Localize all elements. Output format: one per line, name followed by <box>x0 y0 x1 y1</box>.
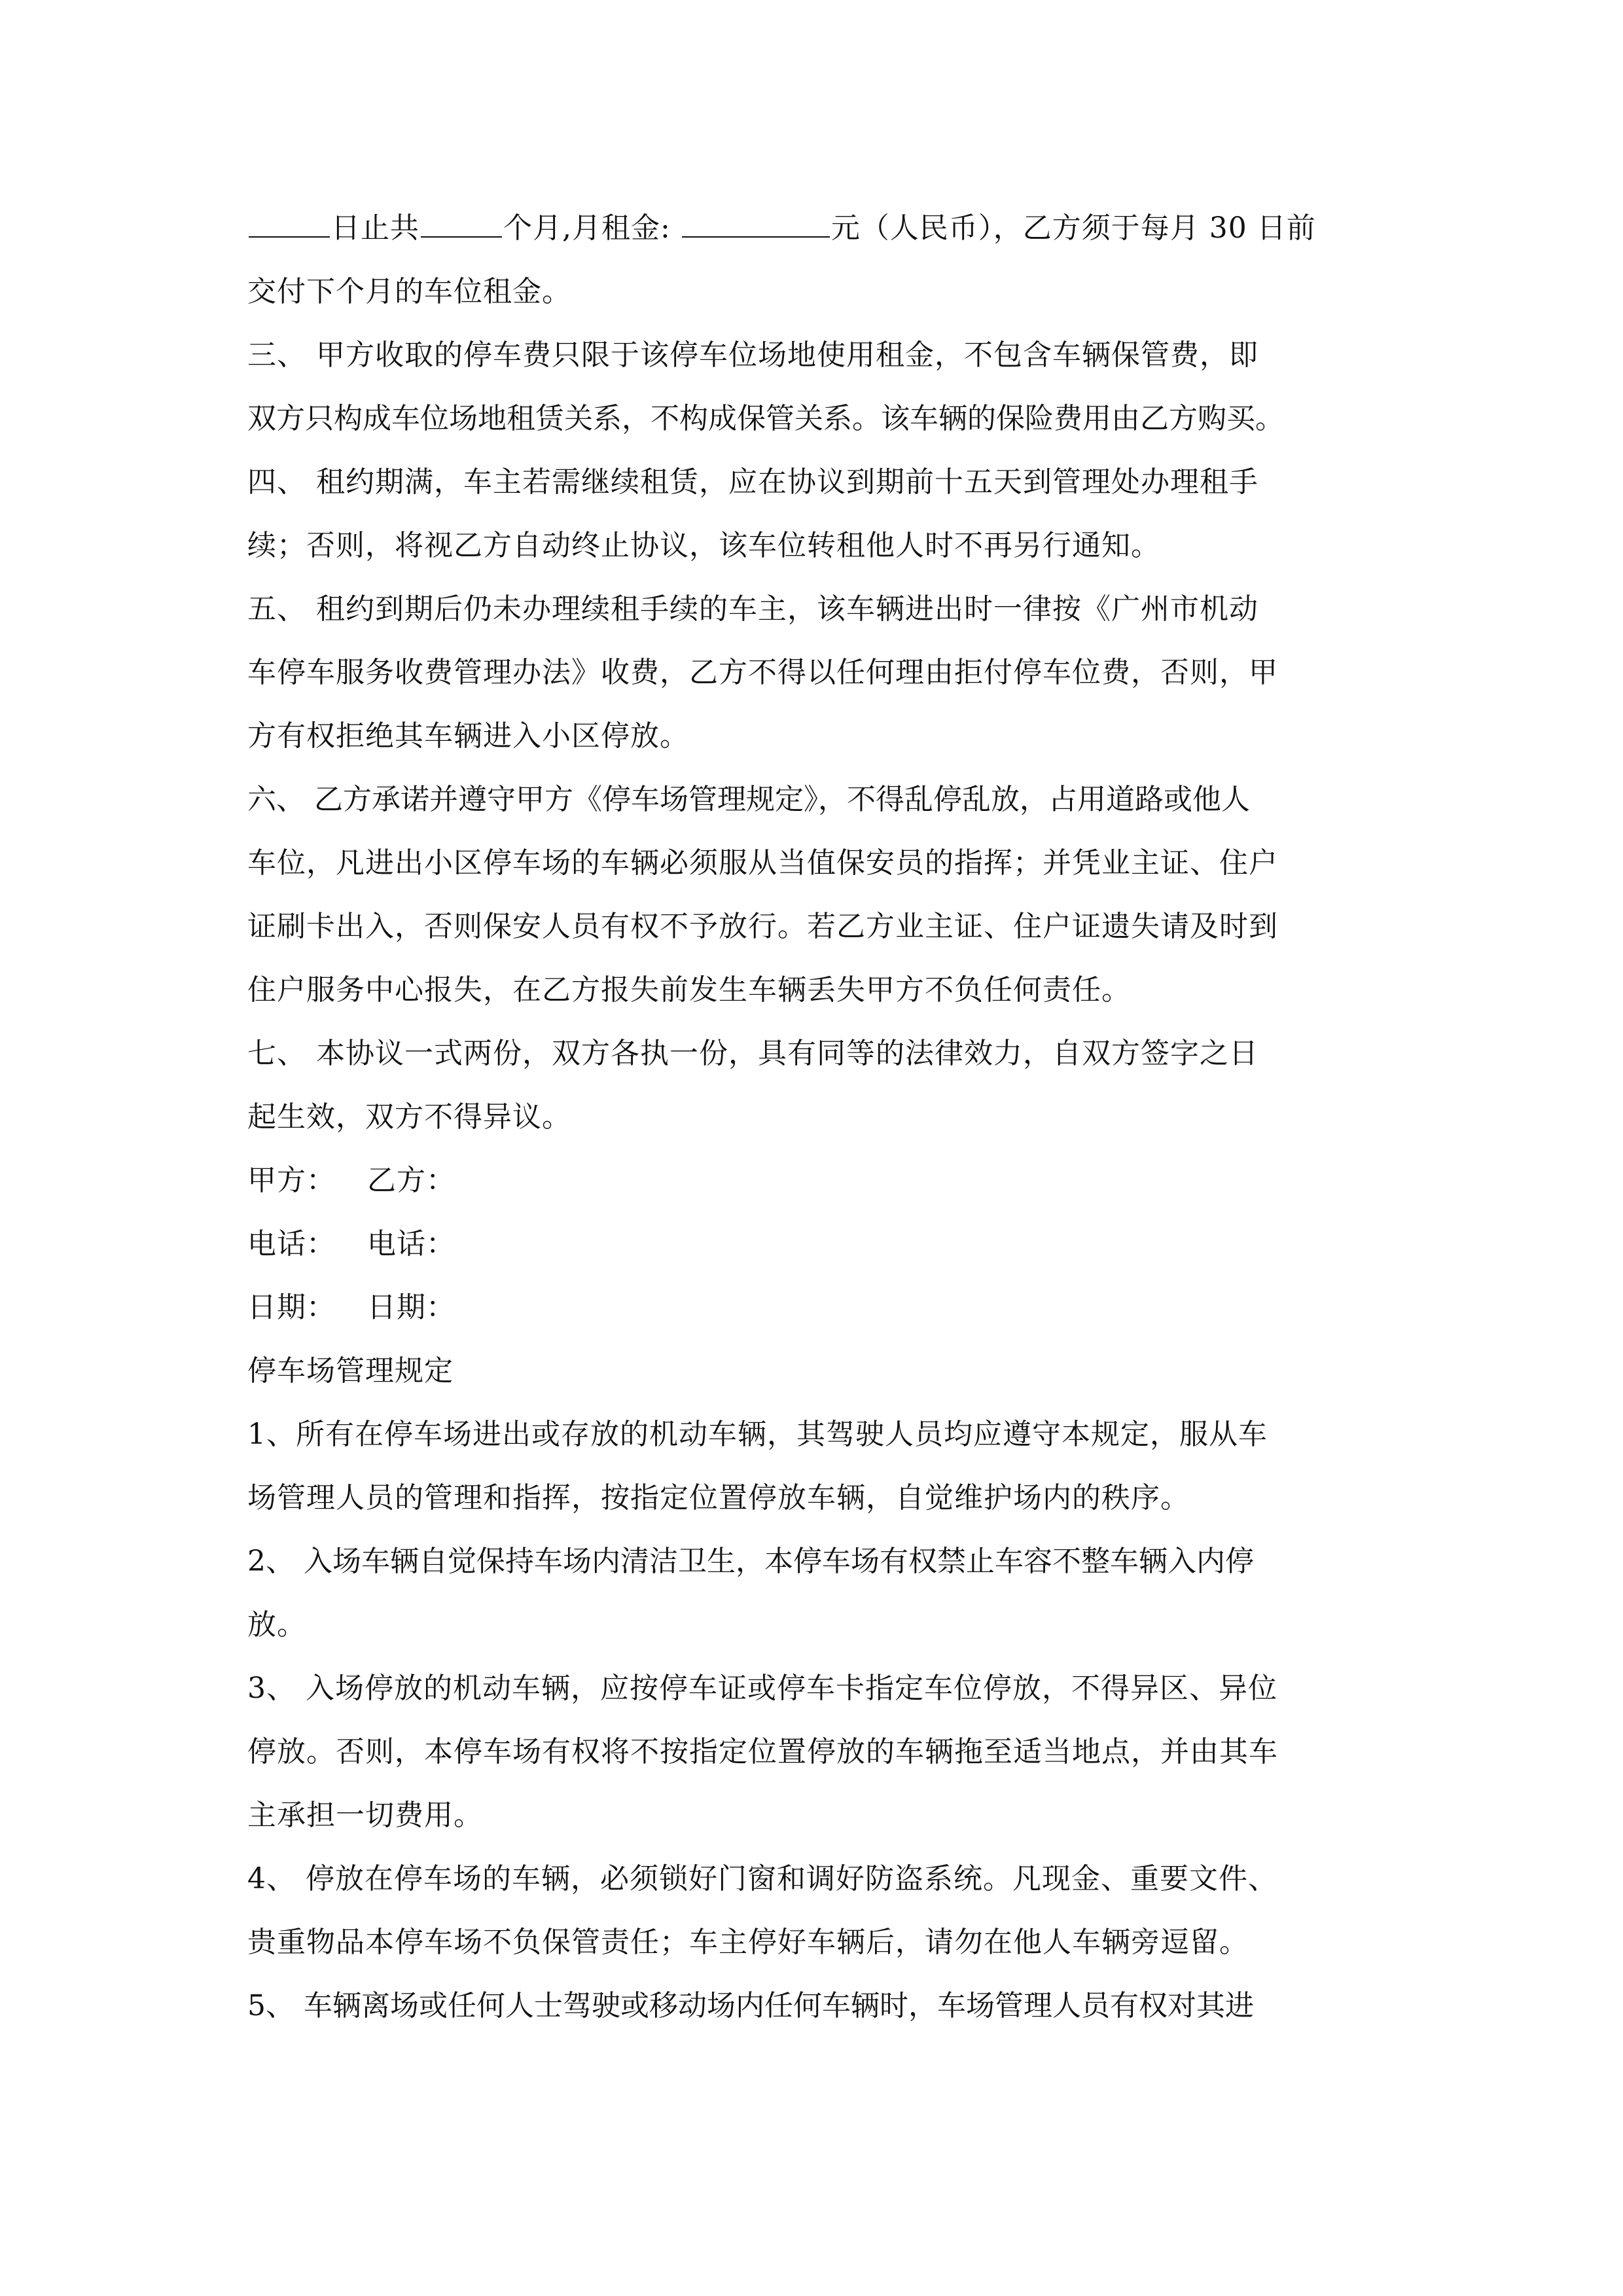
clause-3-line: 三、 甲方收取的停车费只限于该停车位场地使用租金，不包含车辆保管费，即 <box>247 338 1258 372</box>
rule-3-line: 3、 入场停放的机动车辆，应按停车证或停车卡指定车位停放，不得异区、异位 <box>247 1672 1277 1705</box>
rent-seg-2: 个月,月租金: <box>503 211 671 245</box>
rule-4-line: 4、 停放在停车场的车辆，必须锁好门窗和调好防盗系统。凡现金、重要文件、 <box>247 1862 1277 1895</box>
rent-seg-3: 元（人民币），乙方须于每月 30 日前 <box>830 211 1316 245</box>
document-body <box>247 196 1386 2037</box>
body-line: 车停车服务收费管理办法》收费，乙方不得以任何理由拒付停车位费，否则，甲 <box>247 656 1278 689</box>
clause-4-line: 四、 租约期满，车主若需继续租赁，应在协议到期前十五天到管理处办理租手 <box>247 465 1258 499</box>
body-line: 贵重物品本停车场不负保管责任；车主停好车辆后，请勿在他人车辆旁逗留。 <box>247 1926 1249 1959</box>
clause-6-line: 六、 乙方承诺并遵守甲方《停车场管理规定》，不得乱停乱放，占用道路或他人 <box>247 783 1250 816</box>
blank-end-day <box>249 209 330 238</box>
signature-date-row <box>247 1276 1386 1339</box>
body-line: 方有权拒绝其车辆进入小区停放。 <box>247 719 689 753</box>
body-line: 住户服务中心报失，在乙方报失前发生车辆丢失甲方不负任何责任。 <box>247 973 1131 1007</box>
blank-months <box>421 209 502 238</box>
party-b-date-label: 日期： <box>367 1291 455 1324</box>
signature-party-row <box>247 1149 1386 1212</box>
rent-terms-line <box>247 196 1386 260</box>
body-line: 停放。否则，本停车场有权将不按指定位置停放的车辆拖至适当地点，并由其车 <box>247 1735 1278 1768</box>
rent-seg-1: 日止共 <box>331 211 419 245</box>
body-line: 放。 <box>247 1608 306 1641</box>
party-a-label: 甲方： <box>247 1164 336 1197</box>
body-line: 主承担一切费用。 <box>247 1799 483 1832</box>
body-line: 车位，凡进出小区停车场的车辆必须服从当值保安员的指挥；并凭业主证、住户 <box>247 846 1278 880</box>
rule-2-line: 2、 入场车辆自觉保持车场内清洁卫生，本停车场有权禁止车容不整车辆入内停 <box>247 1545 1254 1578</box>
blank-rent-amount <box>682 209 830 238</box>
body-line: 续；否则，将视乙方自动终止协议，该车位转租他人时不再另行通知。 <box>247 529 1160 562</box>
body-line: 场管理人员的管理和指挥，按指定位置停放车辆，自觉维护场内的秩序。 <box>247 1481 1190 1515</box>
clause-7-line: 七、 本协议一式两份，双方各执一份，具有同等的法律效力，自双方签字之日 <box>247 1037 1258 1070</box>
rule-5-line: 5、 车辆离场或任何人士驾驶或移动场内任何车辆时，车场管理人员有权对其进 <box>247 1989 1254 2022</box>
rule-1-line: 1、所有在停车场进出或存放的机动车辆，其驾驶人员均应遵守本规定，服从车 <box>247 1418 1268 1451</box>
party-a-phone-label: 电话： <box>247 1227 336 1261</box>
rules-title: 停车场管理规定 <box>247 1354 454 1388</box>
party-a-date-label: 日期： <box>247 1291 336 1324</box>
clause-5-line: 五、 租约到期后仍未办理续租手续的车主，该车辆进出时一律按《广州市机动 <box>247 592 1258 626</box>
body-line: 起生效，双方不得异议。 <box>247 1100 571 1134</box>
signature-phone-row <box>247 1212 1386 1276</box>
body-line: 交付下个月的车位租金。 <box>247 275 571 308</box>
party-b-phone-label: 电话： <box>367 1227 455 1261</box>
body-line: 双方只构成车位场地租赁关系，不构成保管关系。该车辆的保险费用由乙方购买。 <box>247 402 1284 435</box>
body-line: 证刷卡出入，否则保安人员有权不予放行。若乙方业主证、住户证遗失请及时到 <box>247 910 1278 943</box>
party-b-label: 乙方： <box>367 1164 455 1197</box>
